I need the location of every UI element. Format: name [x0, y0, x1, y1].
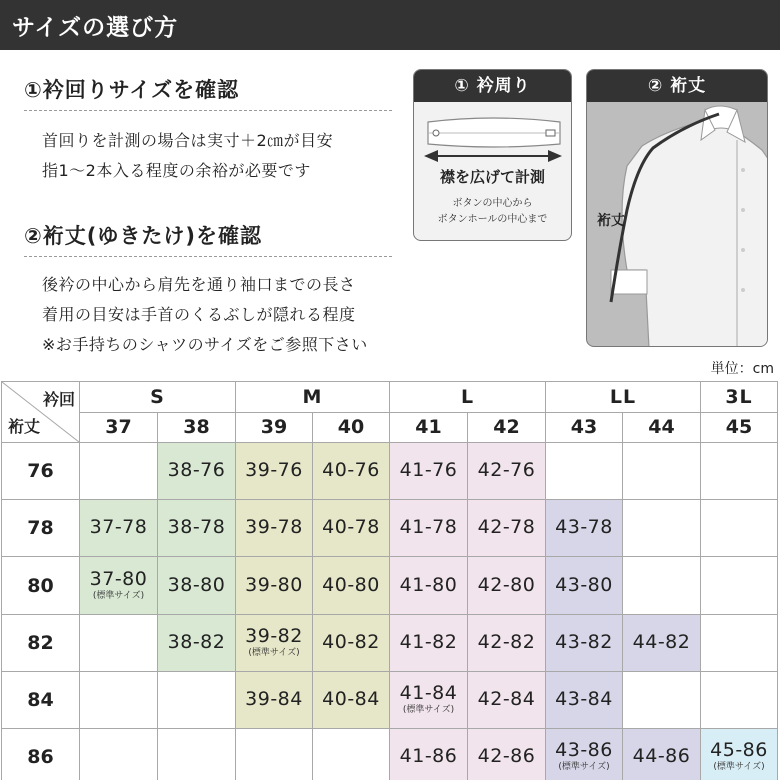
size-cell: [158, 443, 236, 500]
table-row: [2, 729, 778, 780]
table-row: [2, 500, 778, 557]
size-cell-value: 41-86: [399, 745, 458, 768]
section1-divider: [24, 110, 392, 111]
size-cell: [468, 557, 546, 615]
size-cell: [80, 500, 158, 557]
neck-size-header: 42: [468, 412, 546, 443]
section1-title: ①衿回りサイズを確認: [24, 78, 240, 102]
size-cell: [546, 557, 623, 615]
size-cell: [80, 557, 158, 615]
size-cell: [390, 672, 468, 729]
size-cell: [468, 672, 546, 729]
neck-size-header: 43: [546, 412, 623, 443]
size-cell: [468, 615, 546, 672]
table-row: [2, 615, 778, 672]
page-title: サイズの選び方: [12, 15, 179, 41]
sleeve-length-label: 裄丈: [597, 213, 625, 229]
neck-size-header: 45: [701, 412, 778, 443]
size-cell-value: 39-78: [245, 516, 303, 539]
collar-panel-title: ① 衿周り: [414, 70, 571, 102]
size-cell-value: 42-80: [477, 573, 536, 596]
size-cell-value: 40-78: [322, 516, 380, 539]
standard-size-note: (標準サイズ): [92, 590, 145, 601]
sleeve-length-header: 76: [2, 443, 80, 500]
size-cell: [468, 443, 546, 500]
size-chart-table: [1, 381, 778, 780]
empty-cell: [80, 443, 158, 500]
size-cell-value: 38-76: [167, 459, 226, 482]
section2-line-1: 後衿の中心から肩先を通り袖口までの長さ: [42, 275, 356, 294]
group-header-ll: LL: [546, 382, 701, 413]
neck-size-header: 38: [158, 412, 236, 443]
size-cell: [701, 729, 778, 780]
size-cell: [158, 615, 236, 672]
standard-size-note: (標準サイズ): [558, 762, 610, 773]
size-cell: [313, 443, 390, 500]
neck-size-header: 41: [390, 412, 468, 443]
size-cell-value: 44-86: [632, 745, 691, 768]
empty-cell: [313, 729, 390, 780]
shirt-illustration: [587, 70, 768, 347]
size-cell-value: 39-84: [245, 688, 303, 711]
table-row: [2, 443, 778, 500]
sleeve-length-header: 78: [2, 500, 80, 557]
size-cell: [236, 672, 313, 729]
standard-size-note: (標準サイズ): [713, 762, 765, 773]
standard-size-note: (標準サイズ): [248, 648, 300, 659]
collar-panel-note-1: ボタンの中心から: [452, 198, 533, 209]
size-cell-value: 41-76: [399, 459, 458, 482]
section2-divider: [24, 256, 392, 257]
size-cell-value: 42-84: [477, 688, 536, 711]
empty-cell: [623, 557, 701, 615]
collar-panel-note-2: ボタンホールの中心まで: [437, 214, 548, 225]
size-cell-value: 43-84: [555, 688, 613, 711]
unit-label: 単位：cm: [710, 361, 774, 377]
size-cell-value: 37-80: [89, 567, 148, 590]
size-cell: [390, 443, 468, 500]
group-header-m: M: [236, 382, 390, 413]
collar-measure-panel: [413, 69, 572, 241]
size-cell-value: 38-82: [167, 631, 226, 654]
empty-cell: [701, 500, 778, 557]
size-cell-value: 42-86: [477, 745, 536, 768]
size-cell: [236, 557, 313, 615]
section2-line-3: ※お手持ちのシャツのサイズをご参照下さい: [42, 335, 368, 354]
group-header-s: S: [80, 382, 236, 413]
size-cell-value: 38-78: [167, 516, 226, 539]
size-cell-value: 40-84: [322, 688, 380, 711]
size-cell-value: 37-78: [89, 516, 148, 539]
size-cell-value: 41-78: [399, 516, 458, 539]
size-cell: [390, 729, 468, 780]
size-cell-value: 44-82: [632, 631, 691, 654]
size-cell: [390, 500, 468, 557]
corner-neck-label: 衿回: [42, 390, 75, 409]
empty-cell: [80, 615, 158, 672]
size-cell-value: 45-86: [710, 739, 768, 762]
sleeve-measure-panel: [586, 69, 768, 347]
empty-cell: [158, 729, 236, 780]
section2-title: ②裄丈(ゆきたけ)を確認: [24, 224, 262, 248]
size-cell-value: 39-76: [245, 459, 303, 482]
size-cell: [546, 672, 623, 729]
corner-sleeve-label: 裄丈: [8, 417, 41, 436]
size-cell-value: 40-80: [322, 573, 380, 596]
size-cell: [390, 557, 468, 615]
size-cell: [236, 443, 313, 500]
empty-cell: [701, 615, 778, 672]
size-cell-value: 43-86: [555, 739, 613, 762]
size-cell: [158, 557, 236, 615]
size-cell-value: 40-76: [322, 459, 380, 482]
size-cell-value: 40-82: [322, 631, 380, 654]
empty-cell: [236, 729, 313, 780]
size-cell-value: 41-84: [399, 682, 458, 705]
size-cell: [313, 500, 390, 557]
neck-size-header: 39: [236, 412, 313, 443]
page-header: [0, 0, 780, 50]
sleeve-length-header: 82: [2, 615, 80, 672]
size-cell-value: 42-82: [477, 631, 536, 654]
table-row: [2, 672, 778, 729]
size-cell: [313, 672, 390, 729]
section2-line-2: 着用の目安は手首のくるぶしが隠れる程度: [42, 305, 356, 324]
size-cell: [546, 729, 623, 780]
empty-cell: [701, 443, 778, 500]
size-cell-value: 41-80: [399, 573, 458, 596]
size-cell-value: 43-82: [555, 631, 613, 654]
size-cell: [623, 615, 701, 672]
group-header-3l: 3L: [701, 382, 778, 413]
empty-cell: [623, 500, 701, 557]
neck-size-header: 40: [313, 412, 390, 443]
size-cell: [236, 615, 313, 672]
group-header-l: L: [390, 382, 546, 413]
empty-cell: [623, 443, 701, 500]
sleeve-length-header: 86: [2, 729, 80, 780]
section1-line-1: 首回りを計測の場合は実寸＋2㎝が目安: [42, 131, 334, 150]
table-row: [2, 557, 778, 615]
size-cell: [468, 500, 546, 557]
empty-cell: [701, 672, 778, 729]
size-cell: [313, 557, 390, 615]
empty-cell: [623, 672, 701, 729]
size-cell: [546, 615, 623, 672]
size-cell: [158, 500, 236, 557]
size-cell: [313, 615, 390, 672]
collar-panel-caption: 襟を広げて計測: [439, 168, 545, 186]
standard-size-note: (標準サイズ): [402, 705, 455, 716]
size-cell-value: 39-82: [245, 625, 303, 648]
table-corner: [2, 382, 80, 443]
neck-size-header: 37: [80, 412, 158, 443]
size-cell-value: 42-76: [477, 459, 536, 482]
sleeve-panel-title: ② 裄丈: [587, 70, 767, 102]
size-cell: [468, 729, 546, 780]
size-cell-value: 43-78: [555, 516, 613, 539]
size-cell: [546, 500, 623, 557]
size-cell-value: 43-80: [555, 573, 613, 596]
size-cell: [236, 500, 313, 557]
empty-cell: [80, 729, 158, 780]
empty-cell: [80, 672, 158, 729]
size-cell: [390, 615, 468, 672]
empty-cell: [158, 672, 236, 729]
size-cell-value: 42-78: [477, 516, 536, 539]
empty-cell: [701, 557, 778, 615]
size-cell-value: 39-80: [245, 573, 303, 596]
neck-size-header: 44: [623, 412, 701, 443]
size-cell-value: 38-80: [167, 573, 226, 596]
empty-cell: [546, 443, 623, 500]
sleeve-length-header: 84: [2, 672, 80, 729]
sleeve-length-header: 80: [2, 557, 80, 615]
size-cell-value: 41-82: [399, 631, 458, 654]
section1-line-2: 指1～2本入る程度の余裕が必要です: [42, 161, 311, 180]
size-cell: [623, 729, 701, 780]
